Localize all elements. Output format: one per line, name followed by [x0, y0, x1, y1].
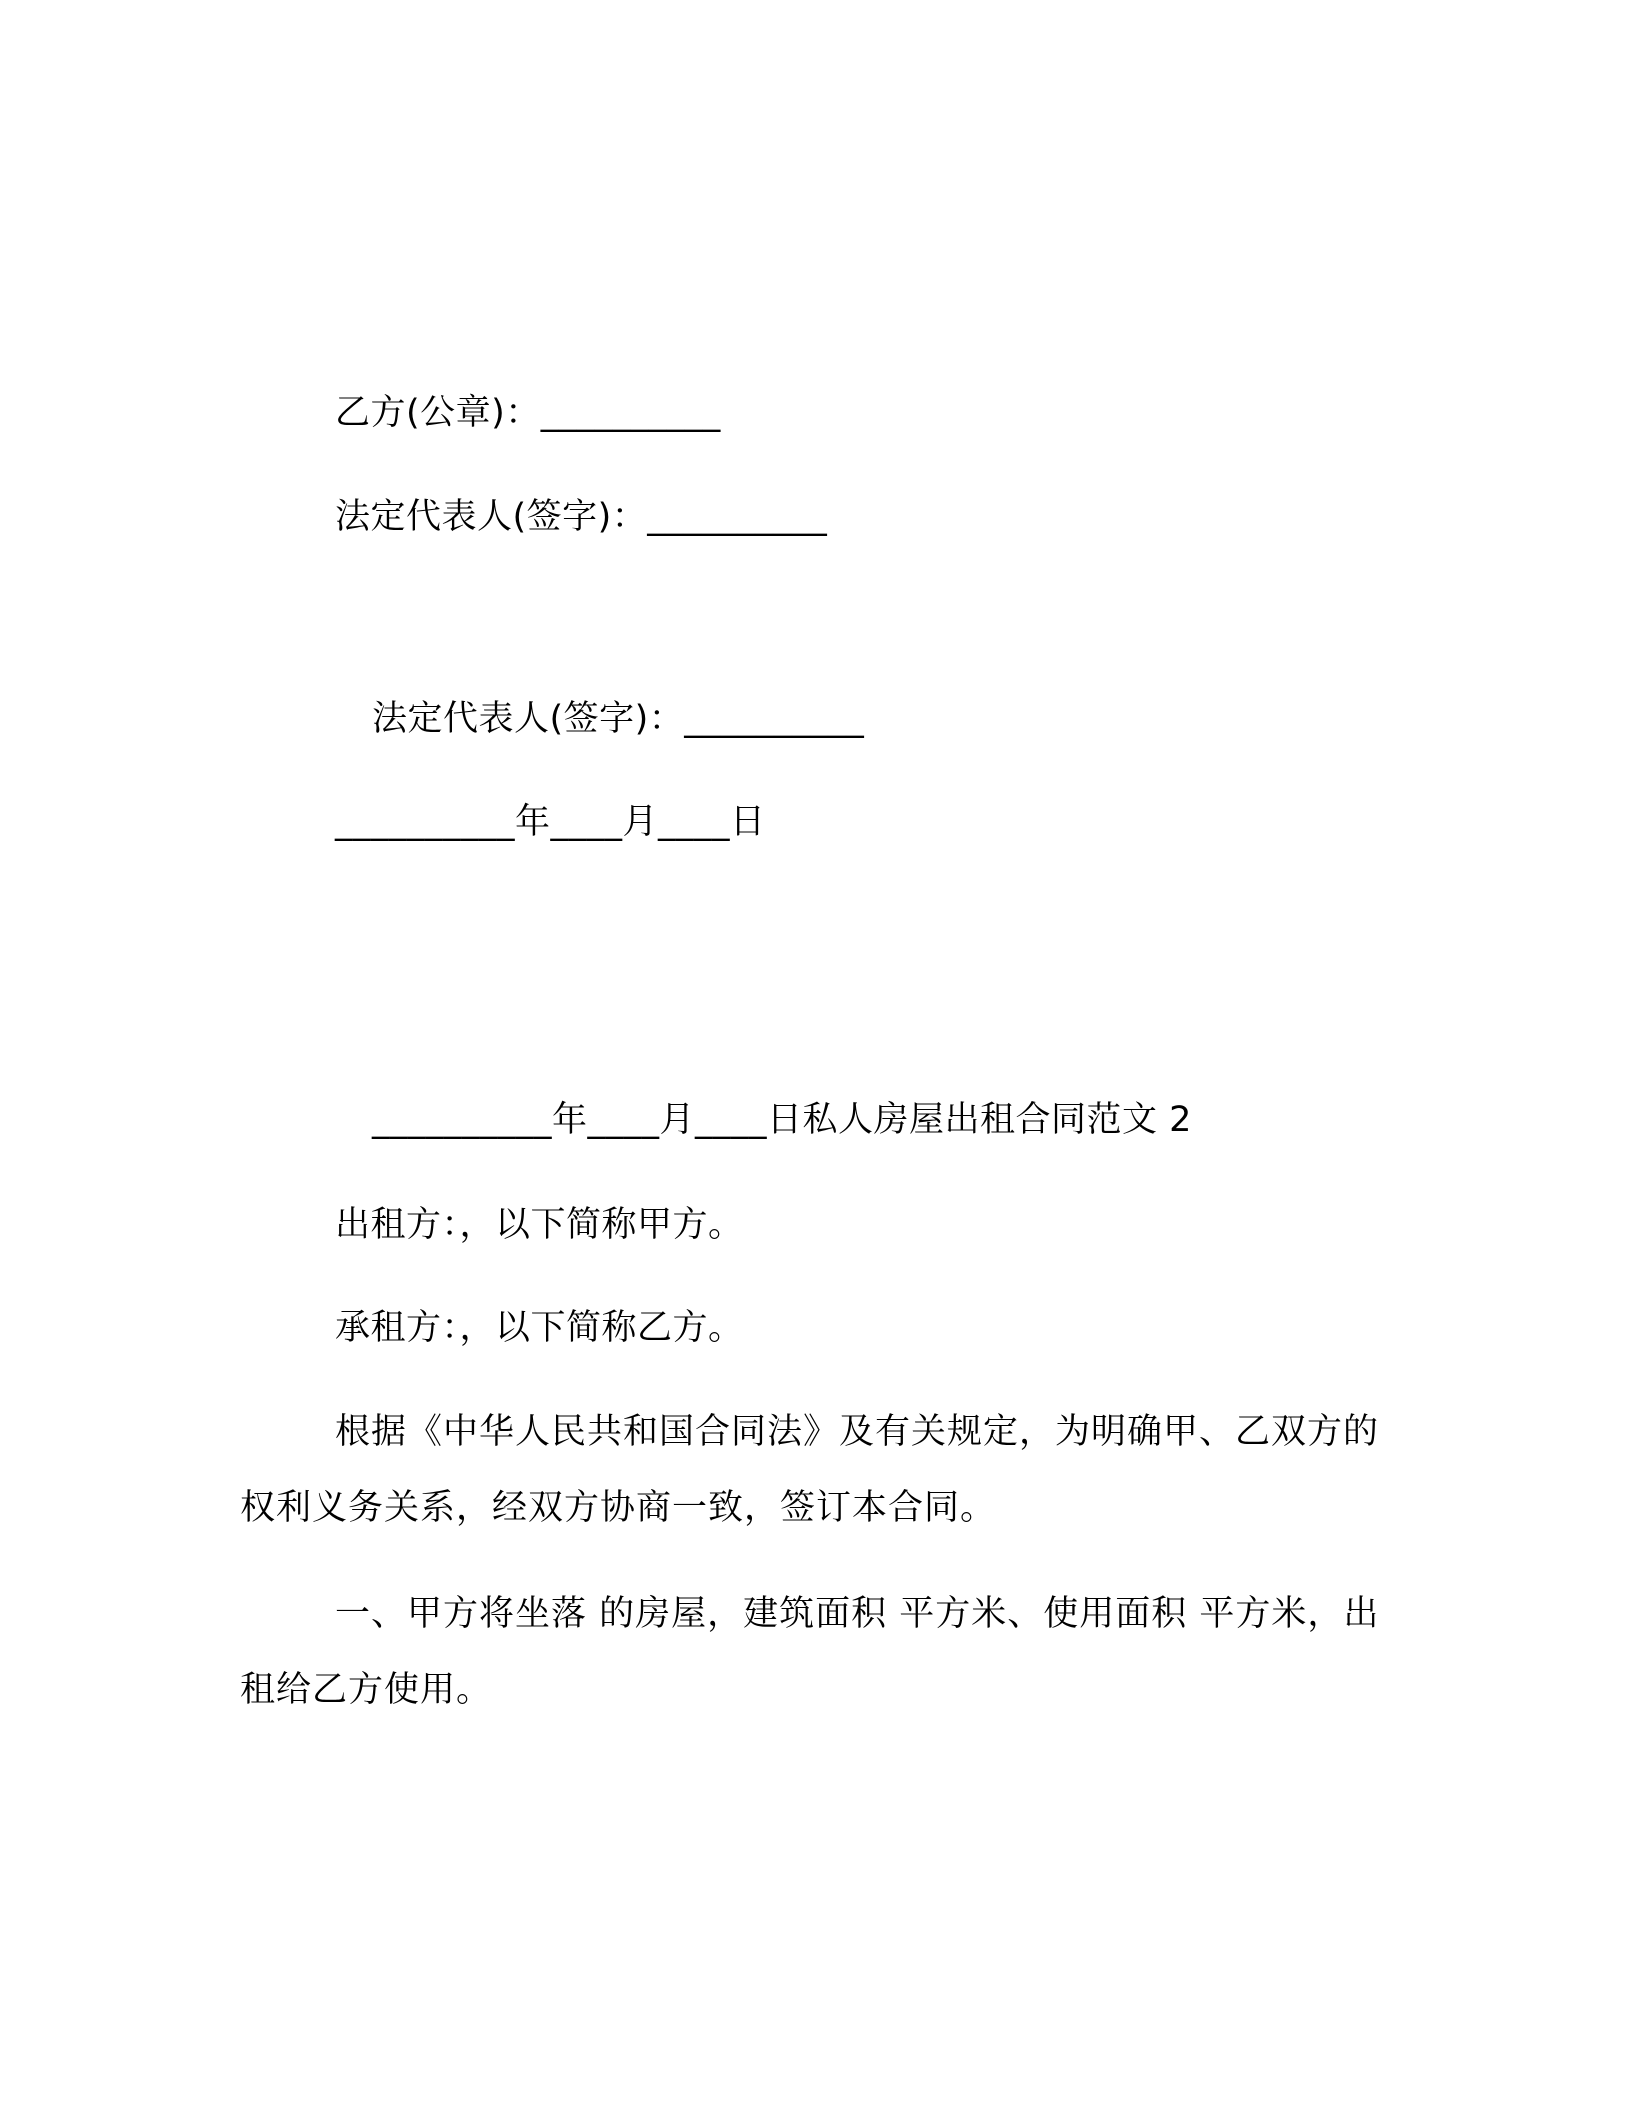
signing-date-line: __________年____月____日	[335, 802, 766, 842]
legal-representative-signature-line-2: 法定代表人(签字)：__________	[372, 699, 865, 739]
lessor-line: 出租方：，以下简称甲方。	[335, 1205, 744, 1245]
legal-representative-signature-line: 法定代表人(签字)：__________	[335, 497, 828, 537]
preamble-paragraph: 根据《中华人民共和国合同法》及有关规定，为明确甲、乙双方的权利义务关系，经双方协商一致，签订本合同。	[240, 1412, 1380, 1528]
lessee-line: 承租方：，以下简称乙方。	[335, 1308, 744, 1348]
clause-one-paragraph: 一、甲方将坐落 的房屋，建筑面积 平方米、使用面积 平方米，出租给乙方使用。	[240, 1594, 1380, 1710]
party-b-seal-line: 乙方(公章)：__________	[335, 393, 721, 433]
contract-heading: __________年____月____日私人房屋出租合同范文 2	[372, 1100, 1192, 1140]
